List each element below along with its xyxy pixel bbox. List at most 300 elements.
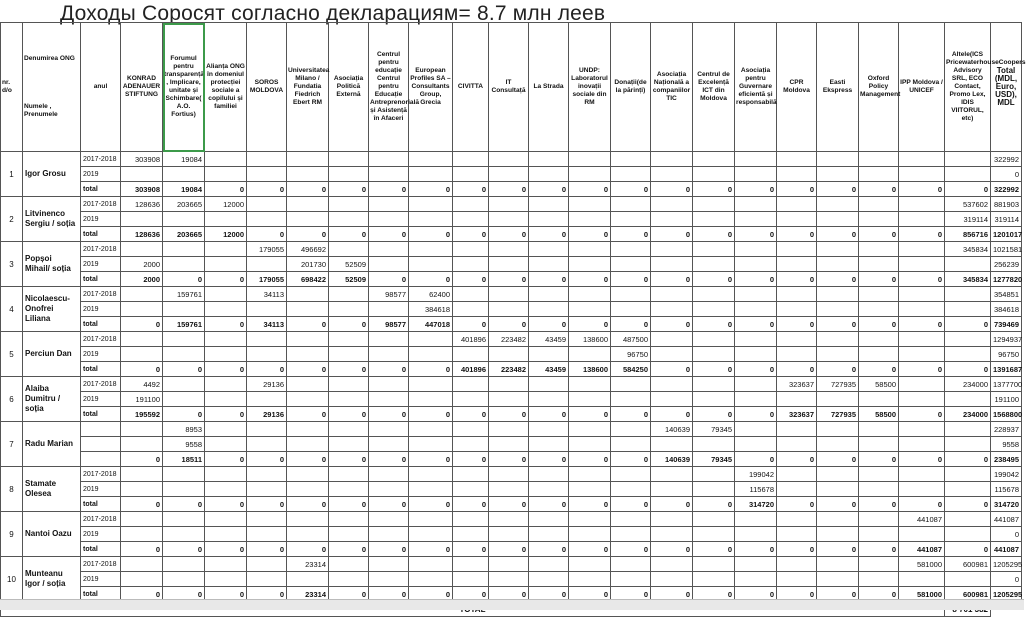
value-cell — [121, 332, 163, 347]
value-cell — [247, 257, 287, 272]
header-org: Easti Ekspress — [817, 23, 859, 152]
value-cell: 384618 — [409, 302, 453, 317]
value-cell — [569, 167, 611, 182]
value-cell — [817, 392, 859, 407]
value-cell: 0 — [611, 542, 651, 557]
value-cell — [817, 287, 859, 302]
value-cell: 0 — [205, 362, 247, 377]
value-cell — [611, 197, 651, 212]
row-total: 1377700 — [991, 377, 1022, 392]
value-cell — [777, 242, 817, 257]
header-org: SOROS MOLDOVA — [247, 23, 287, 152]
value-cell — [817, 167, 859, 182]
year-cell: 2019 — [81, 302, 121, 317]
row-total: 441087 — [991, 542, 1022, 557]
value-cell — [329, 482, 369, 497]
value-cell — [735, 287, 777, 302]
value-cell: 0 — [859, 452, 899, 467]
value-cell: 0 — [409, 182, 453, 197]
value-cell — [163, 242, 205, 257]
value-cell — [529, 152, 569, 167]
value-cell: 19084 — [163, 182, 205, 197]
value-cell — [247, 332, 287, 347]
value-cell — [121, 347, 163, 362]
value-cell — [611, 482, 651, 497]
value-cell — [651, 482, 693, 497]
value-cell — [409, 197, 453, 212]
value-cell: 0 — [859, 317, 899, 332]
value-cell — [611, 557, 651, 572]
value-cell: 0 — [569, 497, 611, 512]
row-total: 1205295 — [991, 587, 1022, 602]
value-cell — [899, 482, 945, 497]
table-row — [1, 482, 1022, 497]
value-cell: 201730 — [287, 257, 329, 272]
header-org: Asociația Națională a companiilor TIC — [651, 23, 693, 152]
table-row — [1, 542, 1022, 557]
value-cell — [899, 197, 945, 212]
value-cell: 0 — [859, 497, 899, 512]
value-cell — [735, 302, 777, 317]
person-name: Radu Marian — [23, 422, 81, 467]
value-cell — [329, 152, 369, 167]
value-cell: 179055 — [247, 242, 287, 257]
value-cell — [899, 572, 945, 587]
value-cell — [735, 347, 777, 362]
value-cell — [569, 347, 611, 362]
row-total: 0 — [991, 572, 1022, 587]
value-cell — [409, 212, 453, 227]
value-cell: 0 — [569, 407, 611, 422]
value-cell — [121, 167, 163, 182]
value-cell: 0 — [205, 587, 247, 602]
value-cell — [287, 422, 329, 437]
value-cell: 0 — [693, 362, 735, 377]
value-cell — [453, 527, 489, 542]
value-cell — [369, 347, 409, 362]
value-cell — [247, 527, 287, 542]
value-cell: 537602 — [945, 197, 991, 212]
value-cell — [163, 392, 205, 407]
header-org: IT Consultață — [489, 23, 529, 152]
value-cell — [205, 167, 247, 182]
value-cell: 159761 — [163, 317, 205, 332]
value-cell — [693, 572, 735, 587]
value-cell — [529, 572, 569, 587]
value-cell — [899, 242, 945, 257]
value-cell: 19084 — [163, 152, 205, 167]
value-cell — [287, 302, 329, 317]
header-org: Donații(de la părinți) — [611, 23, 651, 152]
value-cell: 0 — [735, 362, 777, 377]
value-cell — [369, 557, 409, 572]
value-cell: 0 — [329, 407, 369, 422]
value-cell: 0 — [817, 272, 859, 287]
value-cell: 0 — [489, 452, 529, 467]
value-cell — [611, 167, 651, 182]
value-cell — [859, 302, 899, 317]
value-cell — [777, 347, 817, 362]
value-cell: 584250 — [611, 362, 651, 377]
value-cell — [693, 437, 735, 452]
value-cell — [453, 152, 489, 167]
row-total: 322992 — [991, 182, 1022, 197]
value-cell: 0 — [329, 497, 369, 512]
value-cell — [777, 422, 817, 437]
value-cell: 0 — [121, 452, 163, 467]
value-cell — [611, 437, 651, 452]
value-cell — [651, 467, 693, 482]
person-name: Alaiba Dumitru / soția — [23, 377, 81, 422]
value-cell: 401896 — [453, 332, 489, 347]
value-cell: 0 — [899, 407, 945, 422]
value-cell — [735, 167, 777, 182]
value-cell: 0 — [859, 362, 899, 377]
value-cell — [569, 467, 611, 482]
value-cell — [611, 392, 651, 407]
value-cell — [777, 212, 817, 227]
value-cell — [453, 197, 489, 212]
person-name: Nicolaescu-Onofrei Liliana — [23, 287, 81, 332]
value-cell: 0 — [205, 497, 247, 512]
value-cell — [529, 482, 569, 497]
value-cell — [369, 377, 409, 392]
value-cell — [247, 557, 287, 572]
income-table — [0, 22, 1026, 617]
value-cell — [693, 512, 735, 527]
value-cell — [859, 467, 899, 482]
header-total: Total (MDL, Euro, USD), MDL — [991, 23, 1022, 152]
value-cell — [859, 257, 899, 272]
value-cell — [489, 242, 529, 257]
value-cell — [693, 332, 735, 347]
value-cell — [817, 302, 859, 317]
value-cell: 0 — [569, 317, 611, 332]
value-cell — [329, 467, 369, 482]
table-row — [1, 392, 1022, 407]
value-cell — [569, 287, 611, 302]
row-total: 322992 — [991, 152, 1022, 167]
value-cell — [369, 572, 409, 587]
value-cell: 0 — [247, 542, 287, 557]
value-cell — [735, 377, 777, 392]
row-index: 1 — [1, 152, 23, 197]
value-cell: 128636 — [121, 197, 163, 212]
value-cell — [651, 392, 693, 407]
value-cell — [453, 242, 489, 257]
value-cell — [693, 167, 735, 182]
value-cell — [569, 242, 611, 257]
value-cell — [205, 212, 247, 227]
year-cell: 2019 — [81, 212, 121, 227]
value-cell — [489, 527, 529, 542]
value-cell — [287, 287, 329, 302]
value-cell: 79345 — [693, 452, 735, 467]
value-cell: 0 — [369, 407, 409, 422]
value-cell: 0 — [329, 452, 369, 467]
value-cell: 0 — [777, 587, 817, 602]
row-total: 1277820 — [991, 272, 1022, 287]
value-cell — [369, 212, 409, 227]
value-cell — [859, 437, 899, 452]
value-cell — [287, 512, 329, 527]
value-cell — [651, 527, 693, 542]
value-cell — [945, 467, 991, 482]
value-cell — [287, 347, 329, 362]
table-row — [1, 572, 1022, 587]
value-cell — [611, 467, 651, 482]
value-cell — [205, 572, 247, 587]
value-cell — [777, 392, 817, 407]
value-cell — [945, 257, 991, 272]
value-cell: 0 — [489, 407, 529, 422]
value-cell: 23314 — [287, 557, 329, 572]
value-cell: 12000 — [205, 227, 247, 242]
value-cell — [529, 167, 569, 182]
value-cell — [369, 257, 409, 272]
value-cell — [859, 392, 899, 407]
value-cell — [817, 257, 859, 272]
value-cell — [329, 422, 369, 437]
value-cell: 9558 — [163, 437, 205, 452]
value-cell — [529, 377, 569, 392]
value-cell: 199042 — [735, 467, 777, 482]
value-cell — [569, 392, 611, 407]
value-cell — [121, 512, 163, 527]
value-cell: 0 — [329, 182, 369, 197]
value-cell — [529, 422, 569, 437]
header-year: anul — [81, 23, 121, 152]
value-cell: 0 — [777, 272, 817, 287]
value-cell: 0 — [205, 542, 247, 557]
value-cell: 0 — [163, 362, 205, 377]
value-cell — [163, 347, 205, 362]
value-cell — [899, 422, 945, 437]
value-cell — [453, 512, 489, 527]
page-title: Доходы Соросят согласно декларациям= 8.7 млн леев — [60, 2, 606, 25]
value-cell — [121, 212, 163, 227]
value-cell — [859, 557, 899, 572]
value-cell — [369, 527, 409, 542]
value-cell — [777, 167, 817, 182]
value-cell — [453, 422, 489, 437]
value-cell — [529, 557, 569, 572]
value-cell — [529, 512, 569, 527]
value-cell — [693, 242, 735, 257]
value-cell — [163, 572, 205, 587]
value-cell — [247, 302, 287, 317]
year-cell: 2019 — [81, 572, 121, 587]
value-cell — [611, 242, 651, 257]
table-row — [1, 512, 1022, 527]
value-cell: 0 — [453, 272, 489, 287]
value-cell — [899, 287, 945, 302]
value-cell — [777, 527, 817, 542]
value-cell — [369, 152, 409, 167]
row-total: 96750 — [991, 347, 1022, 362]
value-cell: 0 — [859, 182, 899, 197]
value-cell — [945, 482, 991, 497]
value-cell — [453, 392, 489, 407]
value-cell: 29136 — [247, 407, 287, 422]
value-cell: 0 — [287, 452, 329, 467]
value-cell — [247, 197, 287, 212]
row-total: 0 — [991, 527, 1022, 542]
value-cell: 0 — [489, 497, 529, 512]
value-cell — [489, 167, 529, 182]
value-cell: 0 — [205, 317, 247, 332]
table-row — [1, 362, 1022, 377]
value-cell: 2000 — [121, 272, 163, 287]
year-cell: 2019 — [81, 257, 121, 272]
year-cell: 2017-2018 — [81, 467, 121, 482]
value-cell — [859, 152, 899, 167]
value-cell: 43459 — [529, 332, 569, 347]
row-total: 256239 — [991, 257, 1022, 272]
value-cell — [287, 572, 329, 587]
person-name: Munteanu Igor / soția — [23, 557, 81, 602]
value-cell — [529, 392, 569, 407]
year-cell: total — [81, 542, 121, 557]
value-cell — [247, 167, 287, 182]
row-total: 1021581 — [991, 242, 1022, 257]
value-cell: 0 — [899, 227, 945, 242]
value-cell — [817, 527, 859, 542]
value-cell: 138600 — [569, 362, 611, 377]
value-cell — [945, 392, 991, 407]
value-cell — [453, 287, 489, 302]
value-cell — [287, 332, 329, 347]
table-row — [1, 407, 1022, 422]
value-cell — [777, 152, 817, 167]
table-row — [1, 212, 1022, 227]
value-cell: 0 — [777, 362, 817, 377]
value-cell — [287, 152, 329, 167]
value-cell: 98577 — [369, 317, 409, 332]
value-cell — [287, 467, 329, 482]
year-cell: 2019 — [81, 527, 121, 542]
value-cell: 0 — [735, 317, 777, 332]
value-cell: 0 — [409, 362, 453, 377]
value-cell — [247, 422, 287, 437]
value-cell: 2000 — [121, 257, 163, 272]
row-index: 5 — [1, 332, 23, 377]
value-cell — [651, 332, 693, 347]
row-total: 191100 — [991, 392, 1022, 407]
table-row — [1, 347, 1022, 362]
value-cell: 0 — [287, 317, 329, 332]
value-cell — [899, 347, 945, 362]
value-cell — [489, 152, 529, 167]
row-total: 228937 — [991, 422, 1022, 437]
header-org: Oxford Policy Management — [859, 23, 899, 152]
value-cell: 203665 — [163, 227, 205, 242]
year-cell: 2017-2018 — [81, 557, 121, 572]
value-cell: 0 — [163, 587, 205, 602]
value-cell — [899, 167, 945, 182]
value-cell: 0 — [899, 182, 945, 197]
value-cell: 0 — [693, 227, 735, 242]
value-cell — [529, 467, 569, 482]
value-cell — [247, 437, 287, 452]
value-cell: 0 — [369, 362, 409, 377]
value-cell — [817, 467, 859, 482]
value-cell: 0 — [453, 227, 489, 242]
value-cell — [611, 257, 651, 272]
value-cell: 0 — [529, 452, 569, 467]
value-cell — [651, 377, 693, 392]
value-cell — [489, 512, 529, 527]
value-cell — [369, 437, 409, 452]
value-cell — [121, 557, 163, 572]
year-cell: total — [81, 227, 121, 242]
value-cell — [163, 377, 205, 392]
header-org: Asociația pentru Guvernare eficientă și responsabilă — [735, 23, 777, 152]
value-cell: 345834 — [945, 272, 991, 287]
value-cell — [693, 212, 735, 227]
value-cell: 0 — [529, 587, 569, 602]
value-cell — [409, 347, 453, 362]
value-cell: 0 — [453, 587, 489, 602]
table-row — [1, 287, 1022, 302]
value-cell — [899, 527, 945, 542]
value-cell: 856716 — [945, 227, 991, 242]
value-cell — [287, 197, 329, 212]
value-cell — [693, 302, 735, 317]
value-cell — [945, 287, 991, 302]
value-cell: 0 — [859, 227, 899, 242]
row-total: 115678 — [991, 482, 1022, 497]
value-cell: 34113 — [247, 317, 287, 332]
value-cell — [409, 437, 453, 452]
year-cell — [81, 452, 121, 467]
value-cell — [329, 167, 369, 182]
value-cell: 345834 — [945, 242, 991, 257]
value-cell — [529, 212, 569, 227]
value-cell — [735, 512, 777, 527]
value-cell: 0 — [777, 497, 817, 512]
value-cell: 0 — [287, 227, 329, 242]
value-cell: 0 — [569, 452, 611, 467]
year-cell — [81, 437, 121, 452]
value-cell: 0 — [287, 362, 329, 377]
value-cell — [205, 437, 247, 452]
value-cell — [735, 212, 777, 227]
value-cell: 0 — [817, 542, 859, 557]
value-cell — [651, 257, 693, 272]
value-cell — [247, 482, 287, 497]
value-cell: 0 — [899, 362, 945, 377]
value-cell: 12000 — [205, 197, 247, 212]
value-cell: 581000 — [899, 587, 945, 602]
value-cell — [453, 572, 489, 587]
value-cell — [777, 512, 817, 527]
value-cell: 0 — [945, 182, 991, 197]
value-cell — [651, 347, 693, 362]
header-org: Alianța ONG în domeniul protecției sociale a copilului și familiei — [205, 23, 247, 152]
value-cell: 0 — [945, 362, 991, 377]
value-cell: 727935 — [817, 377, 859, 392]
value-cell — [945, 422, 991, 437]
value-cell: 0 — [777, 182, 817, 197]
value-cell — [611, 377, 651, 392]
year-cell: 2019 — [81, 167, 121, 182]
value-cell: 0 — [611, 587, 651, 602]
value-cell: 0 — [693, 317, 735, 332]
value-cell: 140639 — [651, 422, 693, 437]
value-cell — [945, 167, 991, 182]
value-cell: 0 — [409, 272, 453, 287]
